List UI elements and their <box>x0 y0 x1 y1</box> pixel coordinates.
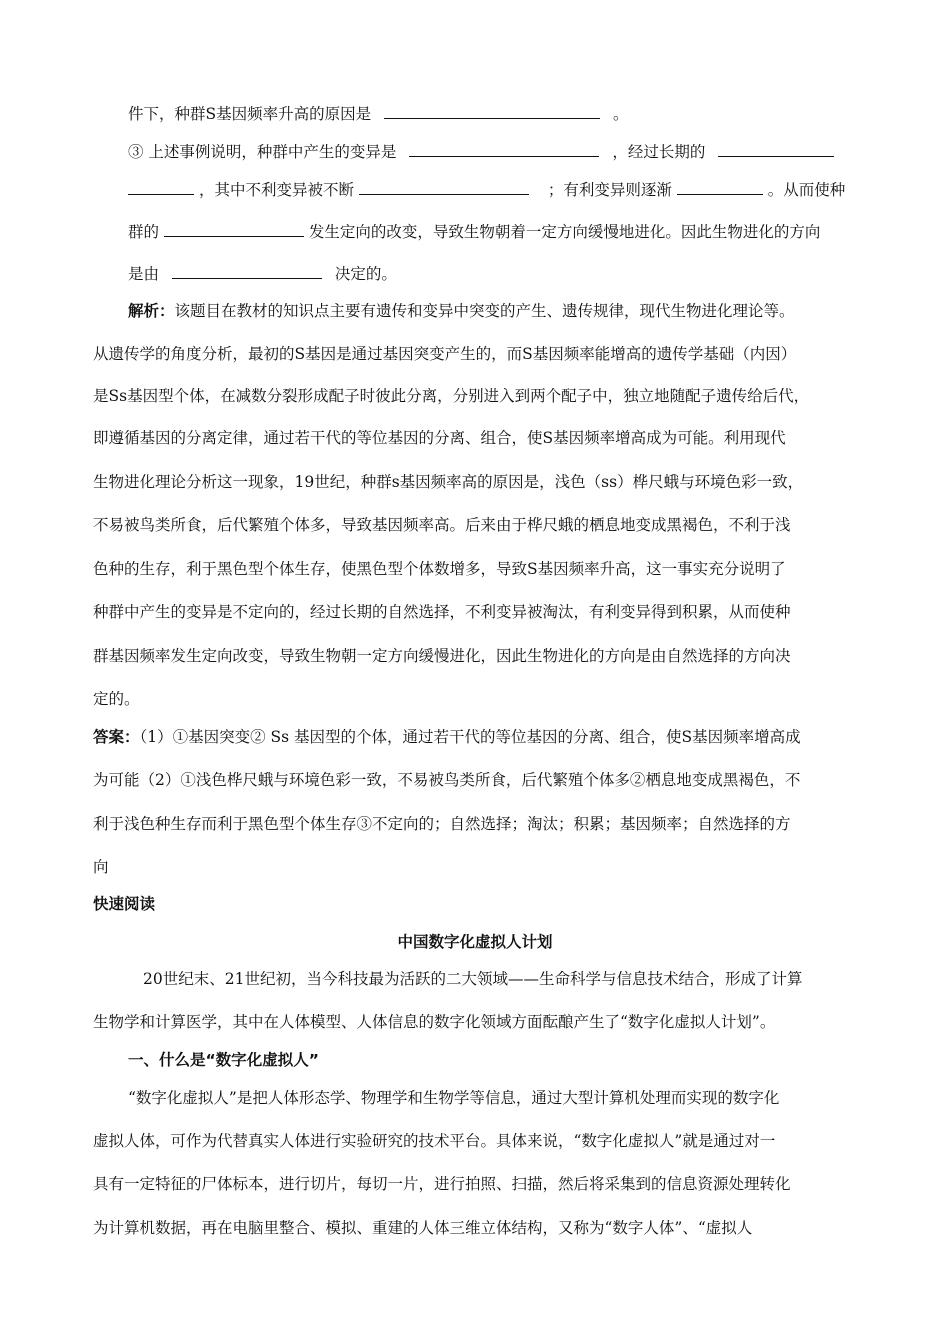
question-text: ，经过长期的 <box>612 143 706 161</box>
question-text: 群的 <box>128 223 160 241</box>
answer-line <box>93 726 801 748</box>
answer-blank[interactable] <box>172 262 322 279</box>
analysis-line: 不易被鸟类所食，后代繁殖个体多，导致基因频率高。后来由于桦尺蛾的栖息地变成黑褐色，不利于浅 <box>93 516 791 534</box>
question-line-2 <box>128 140 834 163</box>
question-text: 。 <box>613 105 629 123</box>
paragraph-line: 虚拟人体，可作为代替真实人体进行实验研究的技术平台。具体来说，“数字化虚拟人”就是通过对一 <box>93 1132 776 1150</box>
paragraph-line: 生物学和计算医学，其中在人体模型、人体信息的数字化领域方面酝酿产生了“数字化虚拟人计划”。 <box>93 1013 776 1031</box>
answer-label: 答案： <box>93 728 140 746</box>
question-line-5 <box>128 262 397 285</box>
question-text: ；有利变异则逐渐 <box>547 181 672 199</box>
question-text: 决定的。 <box>334 265 397 283</box>
article-title: 中国数字化虚拟人计划 <box>397 933 553 951</box>
answer-blank[interactable] <box>359 178 529 195</box>
paragraph-line: 具有一定特征的尸体标本，进行切片，每切一片，进行拍照、扫描，然后将采集到的信息资源处理转化 <box>93 1175 791 1193</box>
answer-blank[interactable] <box>384 102 600 119</box>
analysis-text: 该题目在教材的知识点主要有遗传和变异中突变的产生、遗传规律，现代生物进化理论等。 <box>174 302 795 320</box>
analysis-line: 色种的生存，利于黑色型个体生存，使黑色型个体数增多，导致S基因频率升高，这一事实充分说明了 <box>93 560 786 578</box>
answer-blank[interactable] <box>128 178 194 195</box>
section-heading: 一、什么是“数字化虚拟人” <box>128 1051 319 1069</box>
question-text: ，其中不利变异被不断 <box>198 181 354 199</box>
question-text: ③ 上述事例说明，种群中产生的变异是 <box>128 143 397 161</box>
paragraph-line: 20世纪末、21世纪初，当今科技最为活跃的二大领域——生命科学与信息技术结合，形成了计算 <box>143 970 803 988</box>
analysis-line: 定的。 <box>93 690 140 708</box>
answer-blank[interactable] <box>718 140 834 157</box>
question-text: 是由 <box>128 265 160 283</box>
analysis-line: 种群中产生的变异是不定向的，经过长期的自然选择，不利变异被淘汰，有利变异得到积累，从而使种 <box>93 603 791 621</box>
answer-text: （1）①基因突变② Ss 基因型的个体，通过若干代的等位基因的分离、组合，使S基因频率增高成 <box>139 728 801 746</box>
paragraph-line: “数字化虚拟人”是把人体形态学、物理学和生物学等信息，通过大型计算机处理而实现的数字化 <box>128 1089 780 1107</box>
question-line-1 <box>128 102 629 125</box>
answer-blank[interactable] <box>677 178 763 195</box>
answer-blank[interactable] <box>409 140 599 157</box>
answer-blank[interactable] <box>164 220 304 237</box>
question-text: 件下，种群S基因频率升高的原因是 <box>128 105 372 123</box>
analysis-line <box>128 300 795 322</box>
analysis-label: 解析： <box>128 302 175 320</box>
analysis-line: 是Ss基因型个体，在减数分裂形成配子时彼此分离，分别进入到两个配子中，独立地随配子遗传给后代， <box>93 387 810 405</box>
analysis-line: 群基因频率发生定向改变，导致生物朝一定方向缓慢进化，因此生物进化的方向是由自然选择的方向决 <box>93 647 791 665</box>
question-line-3 <box>128 178 845 201</box>
answer-line: 利于浅色种生存而利于黑色型个体生存③不定向的；自然选择；淘汰；积累；基因频率；自然选择的方 <box>93 815 791 833</box>
question-text: 。从而使种 <box>767 181 846 199</box>
paragraph-line: 为计算机数据，再在电脑里整合、模拟、重建的人体三维立体结构，又称为“数字人体”、“虚拟人 <box>93 1219 753 1237</box>
question-line-4 <box>128 220 820 243</box>
section-label: 快速阅读 <box>93 895 156 913</box>
analysis-line: 生物进化理论分析这一现象，19世纪，种群s基因频率高的原因是，浅色（ss）桦尺蛾与环境色彩一致， <box>93 473 804 491</box>
analysis-line: 从遗传学的角度分析，最初的S基因是通过基因突变产生的，而S基因频率能增高的遗传学基础（内因） <box>93 345 797 363</box>
answer-line: 向 <box>93 858 109 876</box>
question-text: 发生定向的改变，导致生物朝着一定方向缓慢地进化。因此生物进化的方向 <box>308 223 821 241</box>
analysis-line: 即遵循基因的分离定律，通过若干代的等位基因的分离、组合，使S基因频率增高成为可能。利用现代 <box>93 429 786 447</box>
answer-line: 为可能（2）①浅色桦尺蛾与环境色彩一致，不易被鸟类所食，后代繁殖个体多②栖息地变成黑褐色，不 <box>93 771 801 789</box>
